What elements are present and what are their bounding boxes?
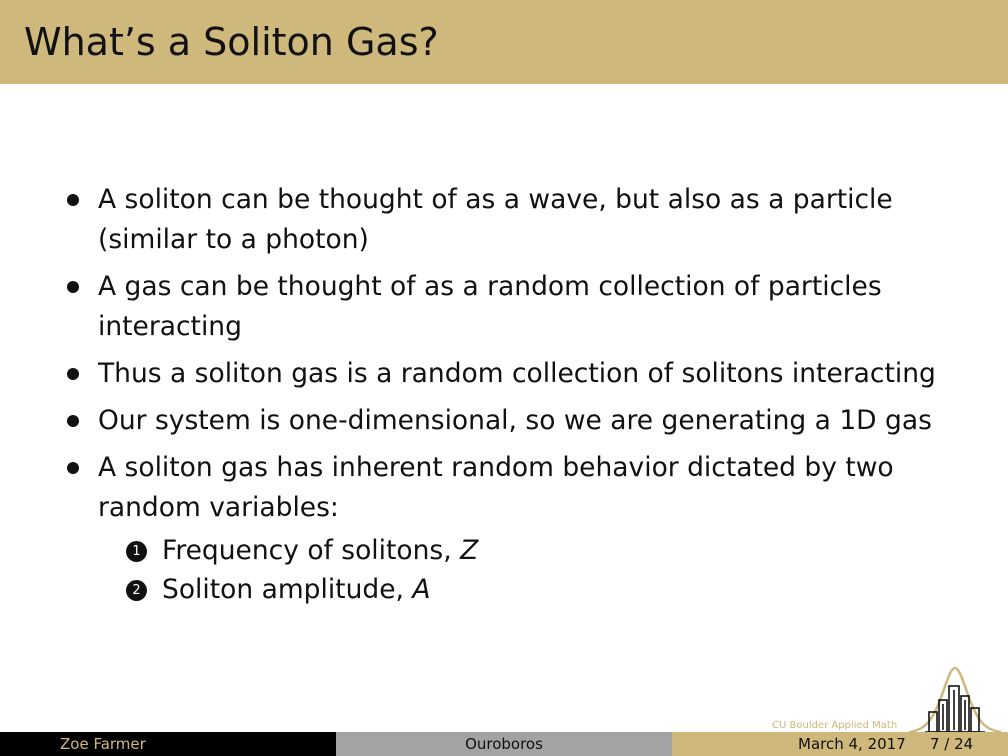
bullet-text: Our system is one-dimensional, so we are generating a 1D gas	[98, 405, 932, 436]
bullet-item	[64, 180, 984, 260]
bullet-text: Thus a soliton gas is a random collection of solitons interacting	[98, 358, 936, 389]
footer	[0, 732, 1008, 756]
footer-author-section	[0, 732, 336, 756]
bullet-dot-icon	[67, 281, 79, 293]
slide-title: What’s a Soliton Gas?	[24, 20, 439, 64]
enumerated-item	[126, 570, 984, 609]
footer-title-section	[336, 732, 672, 756]
bell-curve-building-logo-icon	[905, 660, 1005, 734]
math-variable: Z	[460, 535, 479, 566]
title-bar	[0, 0, 1008, 84]
bullet-dot-icon	[67, 194, 79, 206]
bullet-item	[64, 354, 984, 394]
bullet-text: A soliton gas has inherent random behavior dictated by two random variables:	[98, 452, 894, 523]
number-ball-icon: 1	[126, 541, 147, 562]
bullet-text: A soliton can be thought of as a wave, but also as a particle (similar to a photon)	[98, 184, 893, 255]
bullet-text: A gas can be thought of as a random collection of particles interacting	[98, 271, 882, 342]
bullet-dot-icon	[67, 368, 79, 380]
footer-title: Ouroboros	[465, 735, 543, 753]
logo-caption: CU Boulder Applied Math	[772, 720, 898, 731]
enumerated-text: Frequency of solitons,	[162, 535, 461, 566]
bullet-dot-icon	[67, 462, 79, 474]
footer-date: March 4, 2017	[798, 735, 906, 753]
enumerated-list	[126, 531, 984, 609]
slide-content	[64, 180, 984, 609]
math-variable: A	[412, 574, 431, 605]
footer-date-section	[672, 732, 1008, 756]
enumerated-item	[126, 531, 984, 570]
bullet-item	[64, 401, 984, 441]
footer-author: Zoe Farmer	[60, 735, 146, 753]
page-number: 7 / 24	[930, 735, 974, 753]
bullet-dot-icon	[67, 415, 79, 427]
bullet-item	[64, 448, 984, 528]
bullet-item	[64, 267, 984, 347]
enumerated-text: Soliton amplitude,	[162, 574, 413, 605]
number-ball-icon: 2	[126, 580, 147, 601]
